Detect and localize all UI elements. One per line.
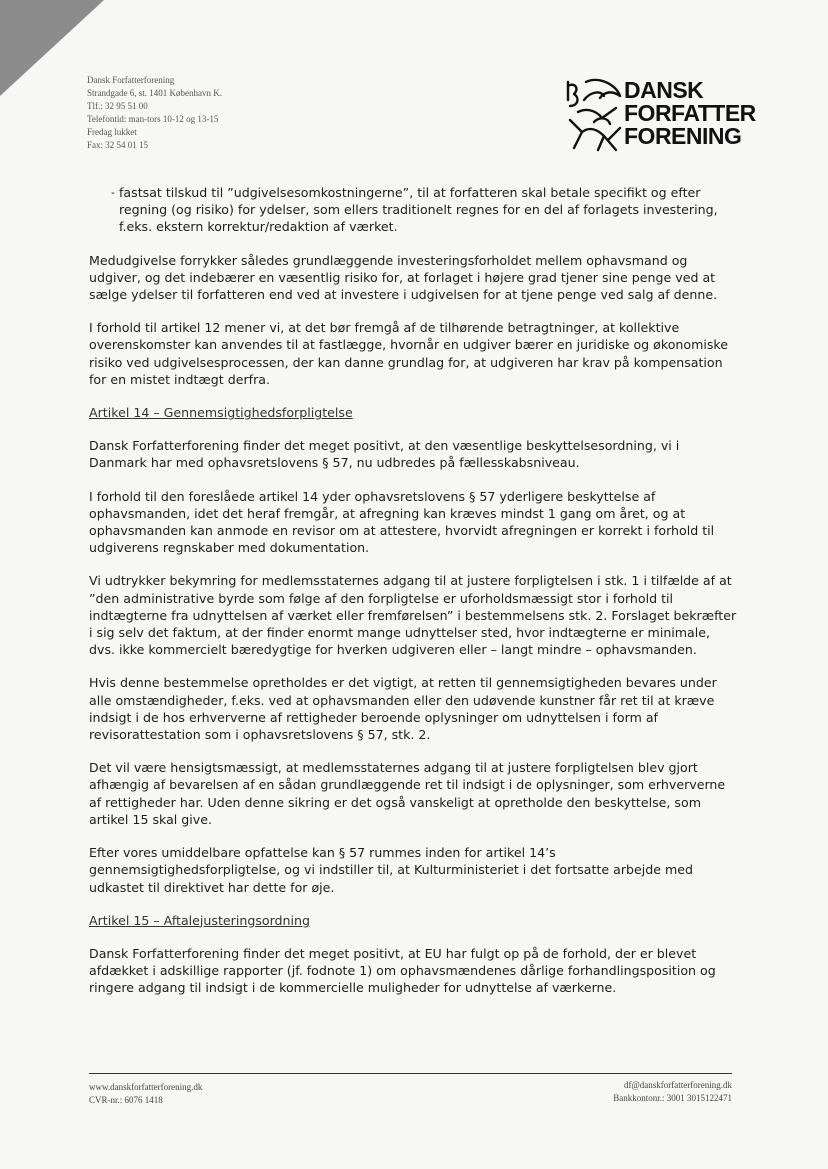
paragraph: Efter vores umiddelbare opfattelse kan § 57 rummes inden for artikel 14’s gennemsigtighedsforpligtelse, og vi indstiller til, at Kulturministeriet i det fortsatte arbejde med udkastet til direktivet har dette for øje. (89, 845, 694, 895)
letter-body (89, 184, 739, 1013)
bullet-item (89, 184, 739, 236)
sender-phone: Tlf.: 32 95 51 00 (87, 101, 148, 111)
bullet-dash: - (111, 186, 115, 199)
sender-address: Strandgade 6, st. 1401 København K. (87, 88, 222, 98)
paragraph: I forhold til den foreslåede artikel 14 yder ophavsretslovens § 57 yderligere beskyttelse af ophavsmanden, idet det heraf fremgår, at afregning kan kræves mindst 1 gang om året, og at ophavsmanden kan anmode en revisor om at attestere, hvorvidt afregningen er korrekt i forhold til udgiverens regnskaber med dokumentation. (89, 488, 715, 556)
paragraph: Hvis denne bestemmelse opretholdes er det vigtigt, at retten til gennemsigtigheden bevares under alle omstændigheder, f.eks. ved at ophavsmanden eller den udøvende kunstner får ret til at kræve indsigt i de hos erhververne af rettigheder beroende oplysninger om udnyttelsen i form af revisorattestation som i ophavsretslovens § 57, stk. 2. (89, 675, 717, 743)
section-heading-article-14: Artikel 14 – Gennemsigtighedsforpligtelse (89, 405, 353, 421)
sender-hours: Telefontid: man-tors 10-12 og 13-15 (87, 114, 219, 124)
paragraph: Dansk Forfatterforening finder det meget positivt, at EU har fulgt op på de forhold, der er blevet afdækket i adskillige rapporter (jf. fodnote 1) om ophavsmændenes dårlige forhandlingsposition og ringere adgang til indsigt i de kommercielle muligheder for udnyttelse af værkerne. (89, 945, 716, 996)
section-heading-article-15: Artikel 15 – Aftalejusteringsordning (89, 912, 310, 928)
footer-cvr: CVR-nr.: 6076 1418 (89, 1095, 163, 1105)
sender-address-block (87, 74, 347, 152)
paragraph: I forhold til artikel 12 mener vi, at det bør fremgå af de tilhørende betragtninger, at kollektive overenskomster kan anvendes til at fastlægge, hvornår en udgiver bærer en juridiske og økonomiske risiko ved udgivelsesprocessen, der kan danne grundlag for, at udgiveren har krav på kompensation for en mistet indtægt derfra. (89, 320, 729, 387)
logo-line-1: DANSK (624, 77, 704, 103)
footer-email: df@danskforfatterforening.dk (624, 1080, 732, 1090)
paragraph: Vi udtrykker bekymring for medlemsstaternes adgang til at justere forpligtelsen i stk. 1 i tilfælde af at ”den administrative byrde som følge af den forpligtelse er uforholdsmæssigt stor i forhold til indtægterne fra udnyttelsen af værket eller fremførelsen” i bestemmelsens stk. 2. Forslaget bekræfter i sig selv det faktum, at der finder enormt mange udnyttelser sted, hvor indtægterne er minimale, dvs. ikke kommercielt bæredygtige for hverken udgiveren eller – langt mindre – ophavsmanden. (89, 573, 737, 658)
footer-divider (89, 1073, 732, 1074)
bullet-text: fastsat tilskud til ”udgivelsesomkostningerne”, til at forfatteren skal betale specifikt og efter regning (og risiko) for ydelser, som ellers traditionelt regnes for en del af forlagets investering, f.eks. ekstern korrektur/redaktion af værket. (119, 185, 718, 235)
paragraph: Dansk Forfatterforening finder det meget positivt, at den væsentlige beskyttelsesordning, vi i Danmark har med ophavsretslovens § 57, nu udbredes på fællesskabsniveau. (89, 438, 680, 471)
sender-fax: Fax: 32 54 01 15 (87, 140, 149, 150)
footer-bank: Bankkontonr.: 3001 3015122471 (613, 1093, 732, 1103)
pegasus-logo-icon (564, 78, 624, 154)
footer-left (89, 1081, 202, 1107)
footer-right (613, 1079, 732, 1105)
sender-name: Dansk Forfatterforening (87, 75, 175, 85)
footer-website: www.danskforfatterforening.dk (89, 1082, 203, 1092)
dansk-forfatterforening-logo (564, 78, 764, 154)
logo-line-2: FORFATTER (624, 100, 756, 126)
logo-line-3: FORENING (624, 123, 742, 149)
sender-friday: Fredag lukket (87, 127, 137, 137)
paragraph: Medudgivelse forrykker således grundlæggende investeringsforholdet mellem ophavsmand og udgiver, og det indebærer en væsentlig risiko for, at forlaget i højere grad tjener sine penge ved at sælge ydelser til forfatteren end ved at investere i udgivelsen for at tjene penge ved salg af denne. (89, 252, 718, 303)
paragraph: Det vil være hensigtsmæssigt, at medlemsstaternes adgang til at justere forpligtelsen blev gjort afhængig af bevarelsen af en sådan grundlæggende ret til indsigt i de oplysninger, som erhververne af rettigheder har. Uden denne sikring er det også vanskeligt at opretholde den beskyttelse, som artikel 15 skal give. (89, 760, 726, 827)
